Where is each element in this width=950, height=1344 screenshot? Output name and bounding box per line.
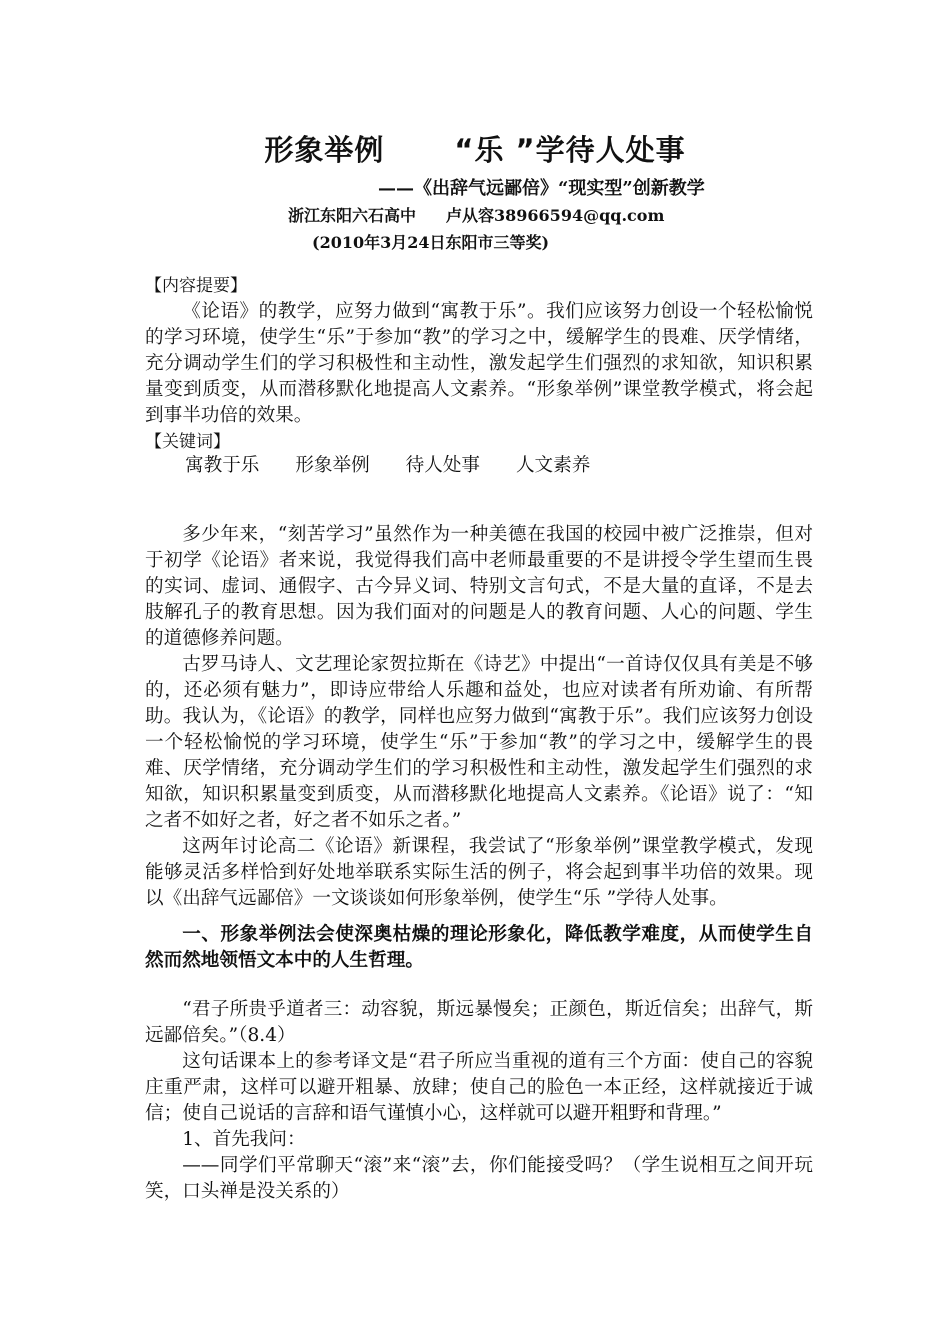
keyword-item: 寓教于乐 <box>185 455 260 476</box>
keyword-item: 人文素养 <box>515 455 591 476</box>
page-title <box>0 128 950 169</box>
body-paragraph: 古罗马诗人、文艺理论家贺拉斯在《诗艺》中提出“一首诗仅仅具有美是不够的，还必须有魅力”，即诗应带给人乐趣和益处，也应对读者有所劝谕、有所帮助。我认为，《论语》的教学，同样也应努力做到“寓教于乐”。我们应该努力创设一个轻松愉悦的学习环境，使学生“乐”于参加“教”的学习之中，缓解学生的畏难、厌学情绪，充分调动学生们的学习积极性和主动性，激发起学生们强烈的求知欲，知识积累量变到质变，从而潜移默化地提高人文素养。《论语》说了：“知之者不如好之者，好之者不如乐之者。” <box>145 654 813 831</box>
body-paragraph: 多少年来，“刻苦学习”虽然作为一种美德在我国的校园中被广泛推崇，但对于初学《论语》者来说，我觉得我们高中老师最重要的不是讲授令学生望而生畏的实词、虚词、通假字、古今异义词、特别文言句式，不是大量的直译，不是去肢解孔子的教育思想。因为我们面对的问题是人的教育问题、人心的问题、学生的道德修养问题。 <box>145 524 813 649</box>
body-paragraph: 这两年讨论高二《论语》新课程，我尝试了“形象举例”课堂教学模式，发现能够灵活多样恰到好处地举联系实际生活的例子，将会起到事半功倍的效果。现以《出辞气远鄙倍》一文谈谈如何形象举例，使学生“乐 ”学待人处事。 <box>145 836 813 909</box>
title-part1: 形象举例 <box>264 133 385 167</box>
author-school: 浙江东阳六石高中 <box>288 206 417 225</box>
abstract-label: 【内容提要】 <box>145 276 247 296</box>
abstract-section <box>145 273 813 455</box>
keywords-list <box>185 451 620 477</box>
step-label: 1、首先我问： <box>182 1129 306 1150</box>
keyword-item: 待人处事 <box>405 455 481 476</box>
section-heading-text: 一、形象举例法会使深奥枯燥的理论形象化，降低教学难度，从而使学生自然而然地领悟文本中的人生哲理。 <box>145 924 813 971</box>
author-name-email: 卢从容38966594@qq.com <box>446 206 665 225</box>
body-part1 <box>145 522 813 912</box>
keywords-label: 【关键词】 <box>145 432 230 452</box>
award-note: (2010年3月24日东阳市三等奖) <box>312 233 550 252</box>
quote-paragraph: “君子所贵乎道者三：动容貌，斯远暴慢矣；正颜色，斯近信矣；出辞气，斯远鄙倍矣。”（8.4） <box>145 999 813 1046</box>
title-part2: “乐 ”学待人处事 <box>454 133 686 167</box>
section-heading-1 <box>145 922 813 974</box>
body-paragraph: ——同学们平常聊天“滚”来“滚”去，你们能接受吗？（学生说相互之间开玩笑，口头禅是没关系的） <box>145 1155 813 1202</box>
body-part2 <box>145 997 813 1205</box>
subtitle: ——《出辞气远鄙倍》“现实型”创新教学 <box>378 178 705 199</box>
author-line <box>288 203 664 226</box>
keyword-item: 形象举例 <box>295 455 370 476</box>
body-paragraph: 这句话课本上的参考译文是“君子所应当重视的道有三个方面：使自己的容貌庄重严肃，这样可以避开粗暴、放肆；使自己的脸色一本正经，这样就接近于诚信；使自己说话的言辞和语气谨慎小心，这样就可以避开粗野和背理。” <box>145 1051 813 1124</box>
abstract-text: 《论语》的教学，应努力做到“寓教于乐”。我们应该努力创设一个轻松愉悦的学习环境，使学生“乐”于参加“教”的学习之中，缓解学生的畏难、厌学情绪，充分调动学生们的学习积极性和主动性，激发起学生们强烈的求知欲，知识积累量变到质变，从而潜移默化地提高人文素养。“形象举例”课堂教学模式，将会起到事半功倍的效果。 <box>145 301 813 426</box>
